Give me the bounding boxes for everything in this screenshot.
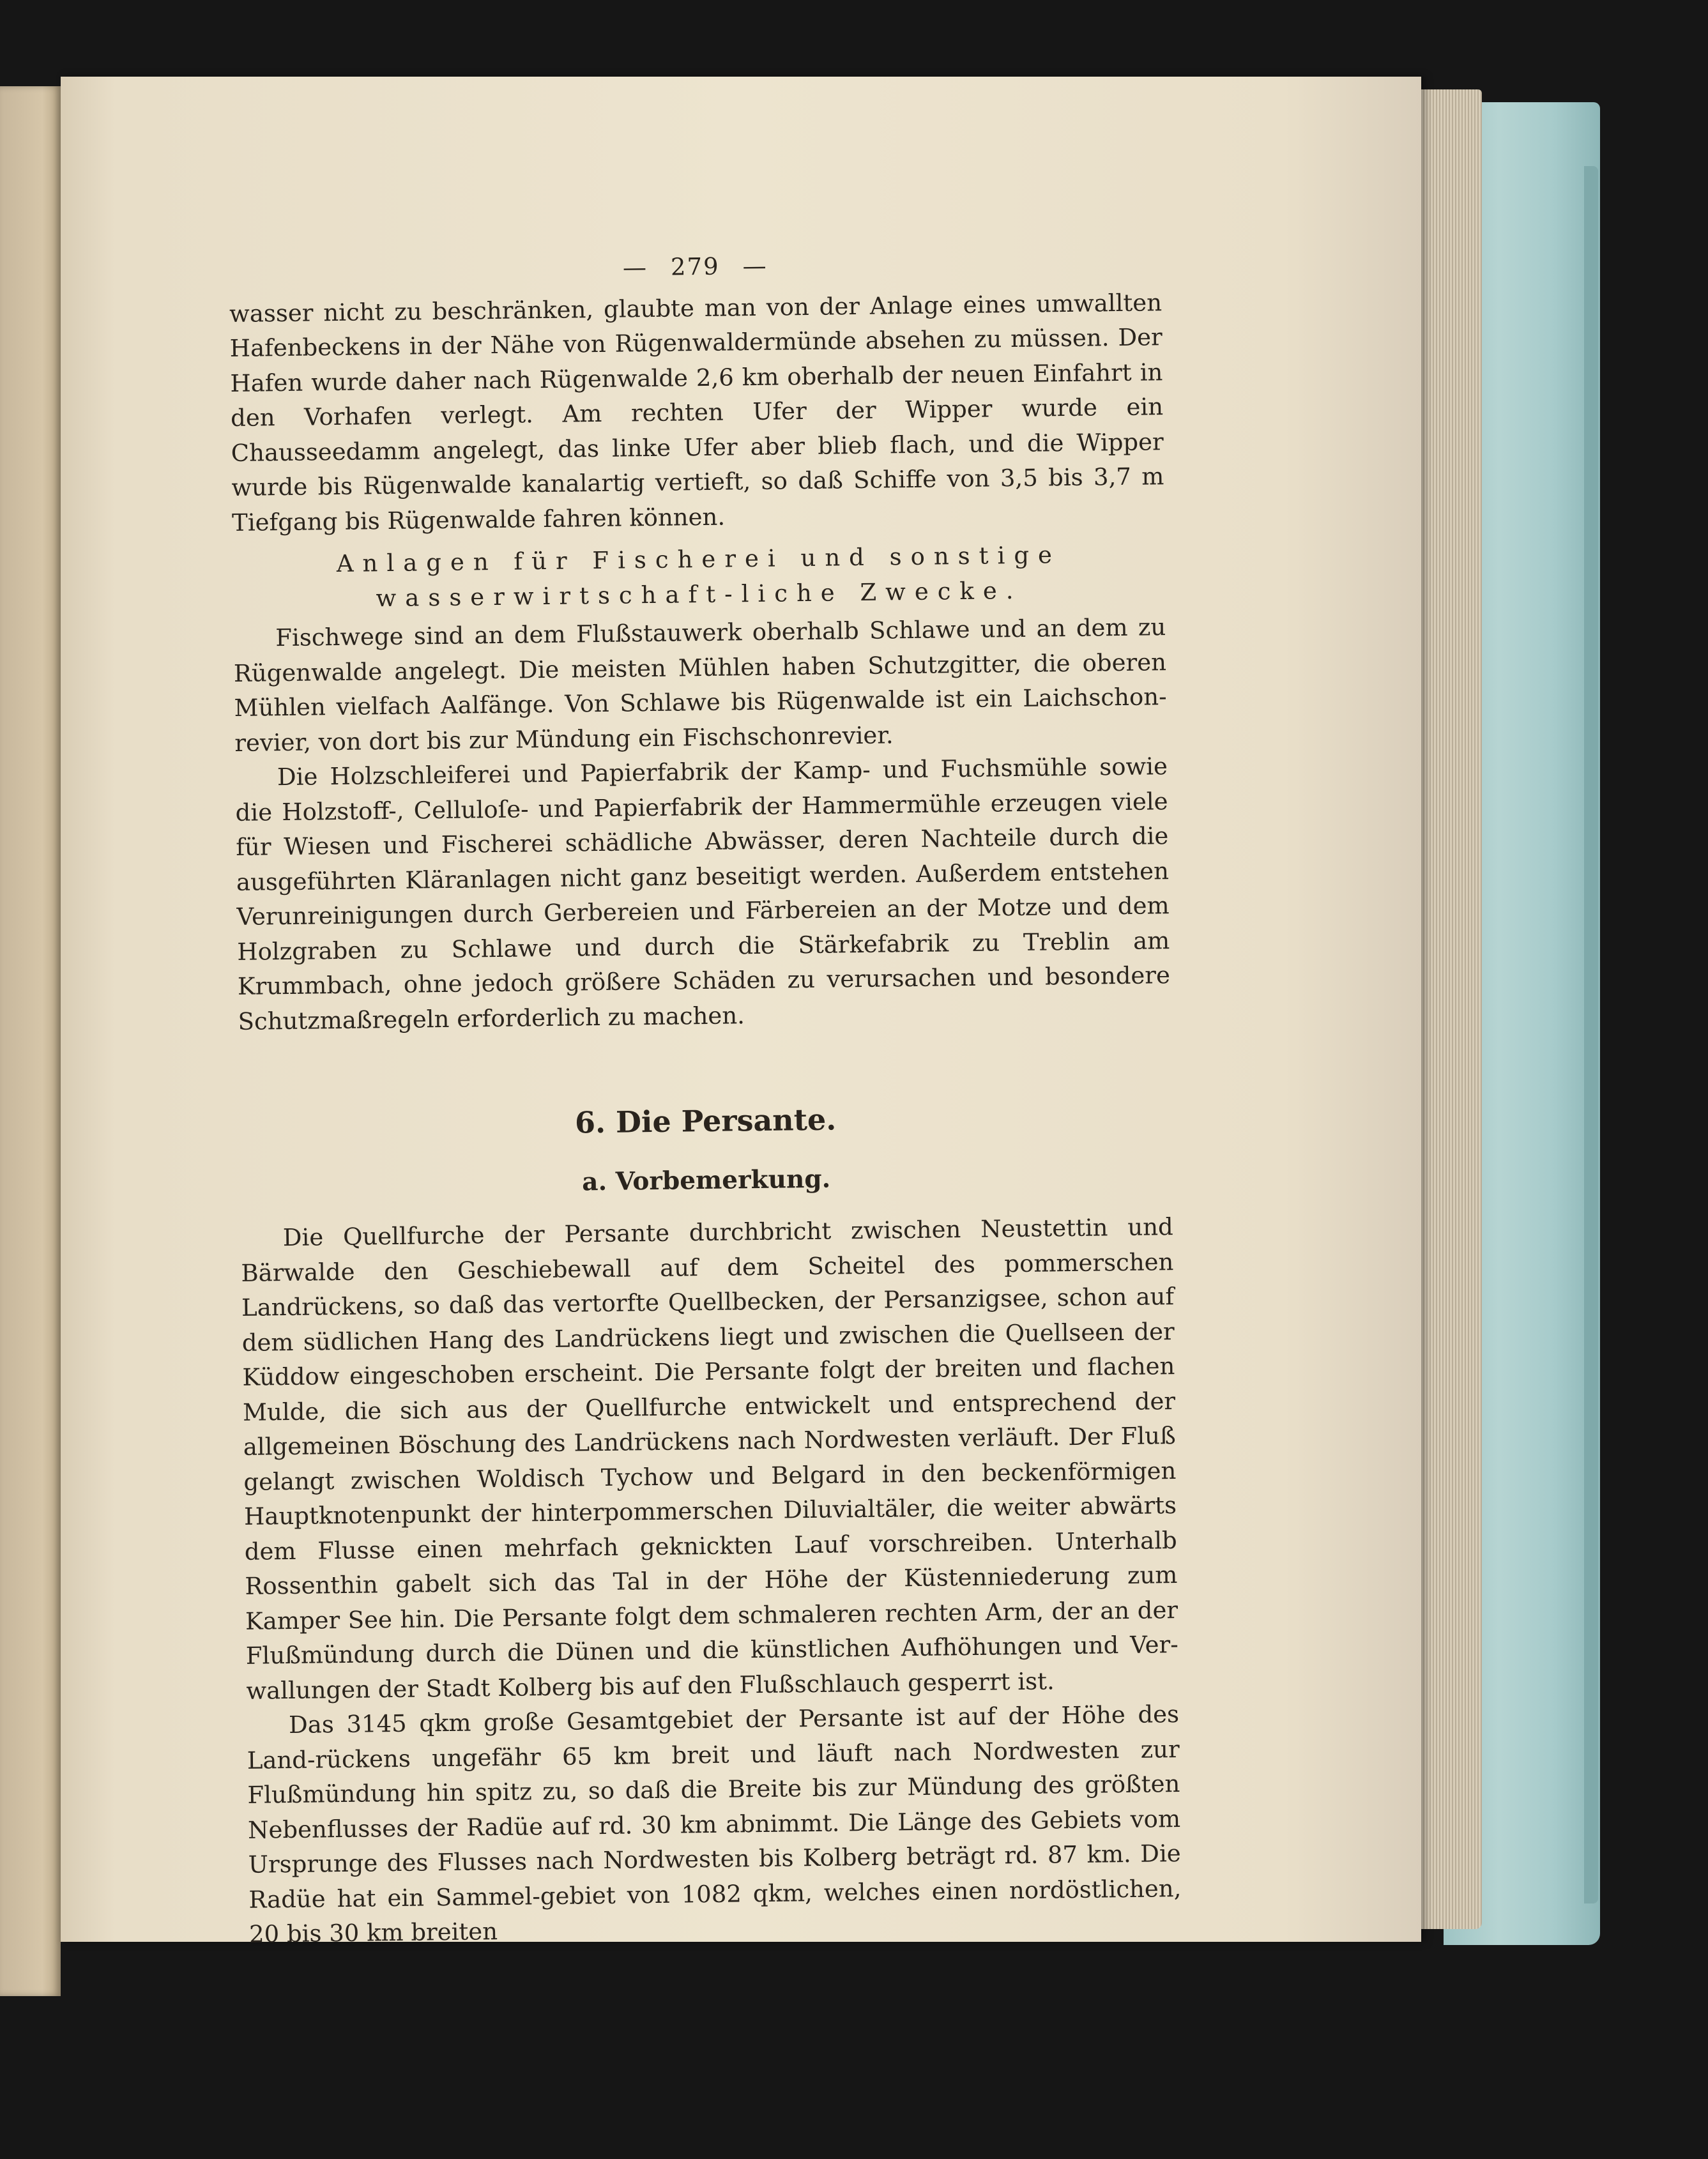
cover-edge: [1584, 166, 1598, 1903]
section-heading-fisheries: Anlagen für Fischerei und sonstige wasserwirtschaft-liche Zwecke.: [336, 541, 1062, 612]
chapter-title: 6. Die Persante.: [574, 1102, 837, 1140]
page-number-dash-right: —: [742, 252, 768, 280]
paragraph-fish-passes: Fischwege sind an dem Flußstauwerk oberhalb Schlawe und an dem zu Rügenwalde angelegt. Die meisten Mühlen haben Schutzgitter, die oberen Mühlen vielfach Aalfänge. Von Schlawe bis Rügenwalde ist ein Laichschon-revier, von dort bis zur Mündung ein Fischschonrevier.: [233, 613, 1167, 757]
page-number-dash-left: —: [622, 253, 648, 282]
subsection-title: a. Vorbemerkung.: [581, 1164, 831, 1196]
paragraph-persante-course: Die Quellfurche der Persante durchbricht zwischen Neustettin und Bärwalde den Geschiebewall auf dem Scheitel des pommerschen Landrückens, so daß das vertorfte Quellbecken, der Persanzigsee, schon auf dem südlichen Hang des Landrückens liegt und zwischen die Quellseen der Küddow eingeschoben erscheint. Die Persante folgt der breiten und flachen Mulde, die sich aus der Quellfurche entwickelt und entsprechend der allgemeinen Böschung des Landrückens nach Nordwesten verläuft. Der Fluß gelangt zwischen Woldisch Tychow und Belgard in den beckenförmigen Hauptknotenpunkt der hinterpommerschen Diluvialtäler, die weiter abwärts dem Flusse einen mehrfach geknickten Lauf vorschreiben. Unterhalb Rossenthin gabelt sich das Tal in der Höhe der Küstenniederung zum Kamper See hin. Die Persante folgt dem schmaleren rechten Arm, der an der Flußmündung durch die Dünen und die künstlichen Aufhöhungen und Ver-wallungen der Stadt Kolberg bis auf den Flußschlauch gesperrt ist.: [241, 1213, 1178, 1705]
facing-page-edge: [0, 86, 61, 1996]
page-number-value: 279: [670, 252, 720, 281]
paragraph-waste-water: Die Holzschleiferei und Papierfabrik der Kamp- und Fuchsmühle sowie die Holzstoff-, Celluloſe- und Papierfabrik der Hammermühle erzeugen viele für Wiesen und Fischerei schädliche Abwässer, deren Nachteile durch die ausgeführten Kläranlagen nicht ganz beseitigt werden. Außerdem entstehen Verunreinigungen durch Gerbereien und Färbereien an der Motze und dem Holzgraben zu Schlawe und durch die Stärkefabrik zu Treblin am Krummbach, ohne jedoch größere Schäden zu verursachen und besondere Schutzmaßregeln erforderlich zu machen.: [235, 752, 1171, 1035]
paragraph-catchment-area: Das 3145 qkm große Gesamtgebiet der Persante ist auf der Höhe des Land-rückens ungefähr 65 km breit und läuft nach Nordwesten zur Flußmündung hin spitz zu, so daß die Breite bis zur Mündung des größten Nebenflusses der Radüe auf rd. 30 km abnimmt. Die Länge des Gebiets vom Ursprunge des Flusses nach Nordwesten bis Kolberg beträgt rd. 87 km. Die Radüe hat ein Sammel-gebiet von 1082 qkm, welches einen nordöstlichen, 20 bis 30 km breiten: [247, 1700, 1182, 1948]
page-text: [229, 244, 1182, 1952]
paragraph-wipper-harbor: wasser nicht zu beschränken, glaubte man von der Anlage eines umwallten Hafenbeckens in der Nähe von Rügenwaldermünde absehen zu müssen. Der Hafen wurde daher nach Rügenwalde 2,6 km oberhalb der neuen Einfahrt in den Vorhafen verlegt. Am rechten Ufer der Wipper wurde ein Chausseedamm angelegt, das linke Ufer aber blieb flach, und die Wipper wurde bis Rügenwalde kanalartig vertieft, so daß Schiffe von 3,5 bis 3,7 m Tiefgang bis Rügenwalde fahren können.: [229, 288, 1164, 537]
